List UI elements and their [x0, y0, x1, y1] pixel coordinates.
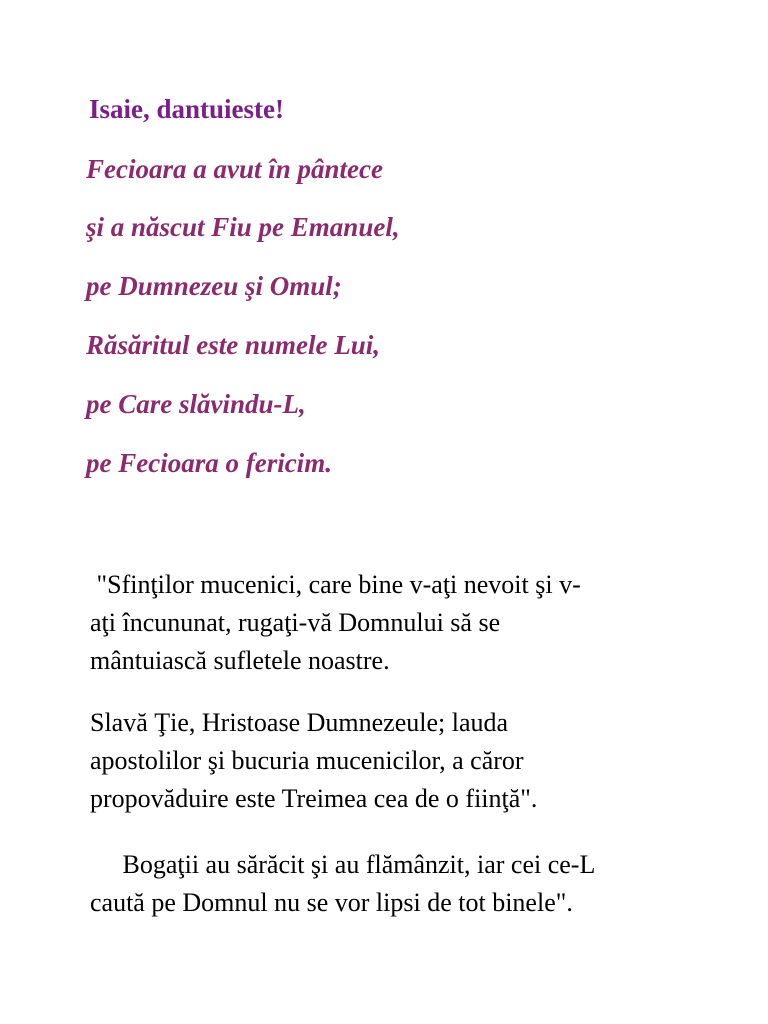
verse-line: Fecioara a avut în pântece: [86, 154, 383, 184]
verse-line: Răsăritul este numele Lui,: [86, 330, 381, 360]
page-title: Isaie, dantuieste!: [89, 94, 284, 124]
paragraph-line: caută pe Domnul nu se vor lipsi de tot binele".: [90, 888, 573, 917]
paragraph-line: propovăduire este Treimea cea de o fiinţă".: [90, 784, 538, 813]
paragraph-line: mântuiască sufletele noastre.: [90, 646, 390, 675]
paragraph-line: Bogaţii au sărăcit şi au flămânzit, iar cei ce-L: [90, 850, 596, 879]
paragraph: [90, 704, 690, 818]
paragraph-line: apostolilor şi bucuria mucenicilor, a căror: [90, 746, 524, 775]
paragraph-line: "Sfinţilor mucenici, care bine v-aţi nevoit şi v-: [90, 570, 581, 599]
paragraph: [90, 566, 690, 680]
verse-line: pe Fecioara o fericim.: [86, 448, 332, 478]
verse-line: pe Care slăvindu-L,: [86, 389, 306, 419]
verse-line: pe Dumnezeu şi Omul;: [86, 271, 342, 301]
paragraph: [90, 846, 690, 922]
verse-line: şi a născut Fiu pe Emanuel,: [86, 212, 400, 242]
paragraph-line: Slavă Ţie, Hristoase Dumnezeule; lauda: [90, 708, 509, 737]
paragraph-line: aţi încununat, rugaţi-vă Domnului să se: [90, 608, 501, 637]
